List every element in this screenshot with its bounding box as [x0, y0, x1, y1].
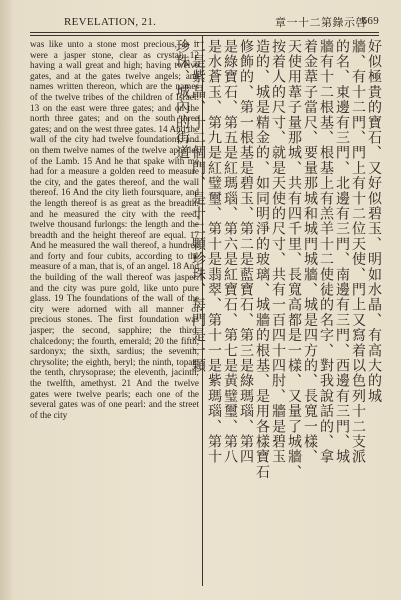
chinese-text-column: 的名、東邊有三門、北邊有三門、南邊有三門、西邊有三門、城 [334, 39, 350, 465]
chinese-text-column: 牆有十二根基、根基上有羔羊十二使徒的名字、對我說話的、拿 [318, 39, 334, 465]
chinese-column [174, 39, 382, 589]
chinese-text-column: 是綠寶石、第五是紅瑪瑙、第六是紅寶石、第七是黃璧璽、第八 [222, 39, 238, 465]
chinese-text-column: 修飾的、第一根基是碧玉、第二是藍寶石、第三是綠瑪瑙、第四 [238, 39, 254, 465]
chinese-text-column: 按着人的尺寸、就是天使的尺寸、共有一百四十四肘、牆是碧玉 [270, 39, 286, 465]
chinese-text-column: 是水蒼玉、第九是紅璧璽、第十是翡翠、第十一是紫瑪瑙、第十 [206, 39, 222, 465]
chinese-running-title: 章一十二第錄示啓 [275, 17, 367, 29]
chinese-text-column: 造的、城是精金的、如同明淨的玻璃、城牆的根基、是用各樣寶石 [254, 39, 270, 480]
chinese-text-column: 牆、有十二門、門上有十二位天使、門上又寫着以色列十二支派 [350, 39, 366, 465]
english-text: was like unto a stone most precious, as it were a jasper stone, clear as crystal; 12 having a wall great and high; having twelve gates, and at the gates twelve angels; and names written thereon, which are the names of the twelve tribes of the children of Israel: 13 on the east were three gates; and on the north three gates; and on the south three gates; and on the west three gates. 14 And the wall of the city had twelve foundations, and on them twelve names of the twelve apostles of the Lamb. 15 And he that spake with me had for a measure a golden reed to measure the city, and the gates thereof, and the wall thereof. 16 And the city lieth foursquare, and the length thereof is as great as the breadth: and he measured the city with the reed, twelve thousand furlongs: the length and the breadth and the height thereof are equal. 17 And he measured the wall thereof, a hundred and forty and four cubits, according to the measure of a man, that is, of an angel. 18 And the building of the wall thereof was jasper: and the city was pure gold, like unto pure glass. 19 The foundations of the wall of the city were adorned with all manner of precious stones. The first foundation was jasper; the second, sapphire; the third, chalcedony; the fourth, emerald; 20 the fifth, sardonyx; the sixth, sardius; the seventh, chrysolite; the eighth, beryl; the ninth, topaz; the tenth, chrysoprase; the eleventh, jacinth; the twelfth, amethyst. 21 And the twelve gates were twelve pearls; each one of the several gates was of one pearl: and the street of the city [30, 39, 199, 420]
chinese-text-column: 天使用葦子量那城、共有四千里、長寬高都是一樣、又量了城牆、 [286, 39, 302, 480]
page-header [30, 12, 379, 30]
chinese-text-column: 珍珠、城內的街道 [174, 39, 190, 161]
header-rule [30, 32, 379, 33]
chinese-text-column: 着金葦子當尺、要量那城和城門城牆、城是四方的、長寬一樣、 [302, 39, 318, 465]
chinese-text-column: 二是紫晶、十二個門、是十二顆珍珠、每門是一顆 [190, 39, 206, 374]
header-rule-thin [30, 35, 379, 36]
page-title: REVELATION, 21. [64, 16, 157, 28]
page-number: 669 [361, 15, 379, 27]
chinese-text-column: 好似極貴的寶石、又好似碧玉、明如水晶、有高大的城 [366, 39, 382, 404]
